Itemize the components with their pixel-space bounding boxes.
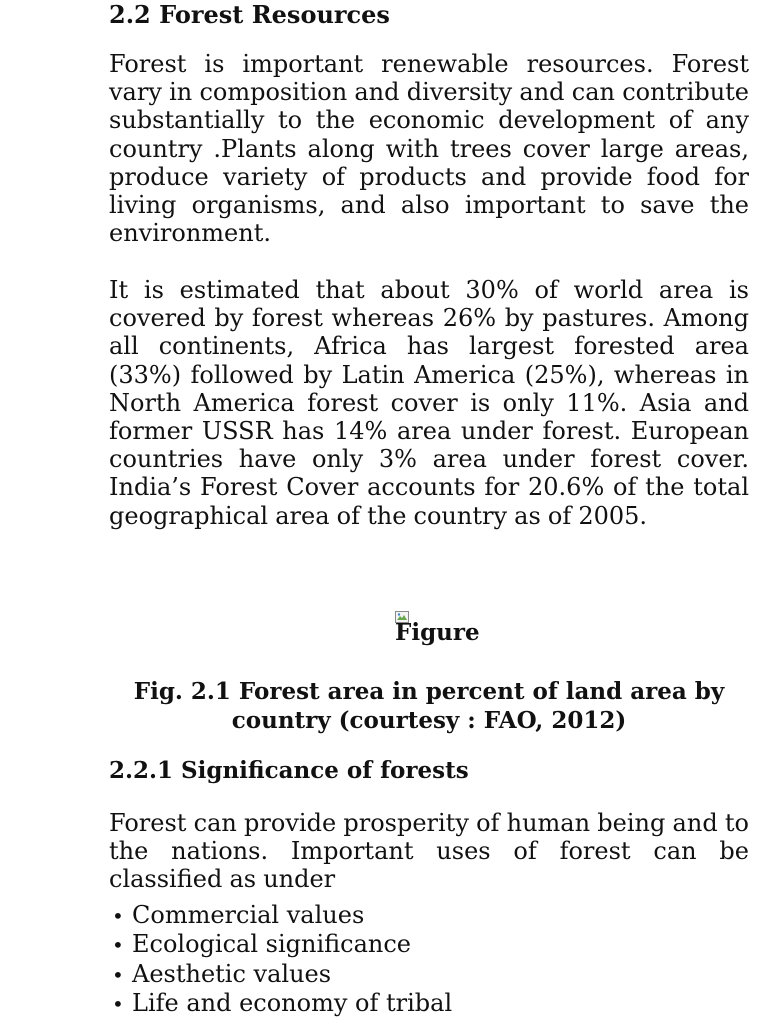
section-title: 2.2 Forest Resources (109, 0, 390, 29)
bullet-icon: • (112, 962, 124, 987)
list-item (112, 960, 452, 989)
figure-alt-text: Figure (395, 619, 480, 646)
subsection-title: 2.2.1 Significance of forests (109, 757, 469, 784)
list-item-label: Commercial values (132, 901, 365, 929)
significance-list (112, 901, 452, 1018)
list-item-label: Ecological significance (132, 930, 411, 959)
list-item (112, 930, 452, 959)
statistics-paragraph: It is estimated that about 30% of world area is covered by forest whereas 26% by pastures. Among all continents, Africa has largest forested area (33%) followed by Latin America (25%), whereas in North America forest cover is only 11%. Asia and former USSR has 14% area under forest. European countries have only 3% area under forest cover. India’s Forest Cover accounts for 20.6% of the total geographical area of the country as of 2005. (109, 276, 749, 530)
list-item-label: Life and economy of tribal (132, 988, 453, 1017)
bullet-icon: • (112, 904, 124, 928)
intro-paragraph: Forest is important renewable resources. Forest vary in composition and diversity and can contribute substantially to the economic development of any country .Plants along with trees cover large areas, produce variety of products and provide food for living organisms, and also important to save the environment. (109, 50, 749, 248)
subsection-intro-paragraph: Forest can provide prosperity of human being and to the nations. Important uses of forest can be classified as under (109, 809, 749, 894)
list-item-label: Aesthetic values (132, 959, 332, 988)
figure-placeholder (395, 611, 515, 647)
list-item (112, 989, 452, 1018)
bullet-icon: • (112, 933, 124, 958)
list-item (112, 901, 452, 930)
figure-caption: Fig. 2.1 Forest area in percent of land area by country (courtesy : FAO, 2012) (133, 678, 725, 734)
bullet-icon: • (112, 991, 124, 1016)
